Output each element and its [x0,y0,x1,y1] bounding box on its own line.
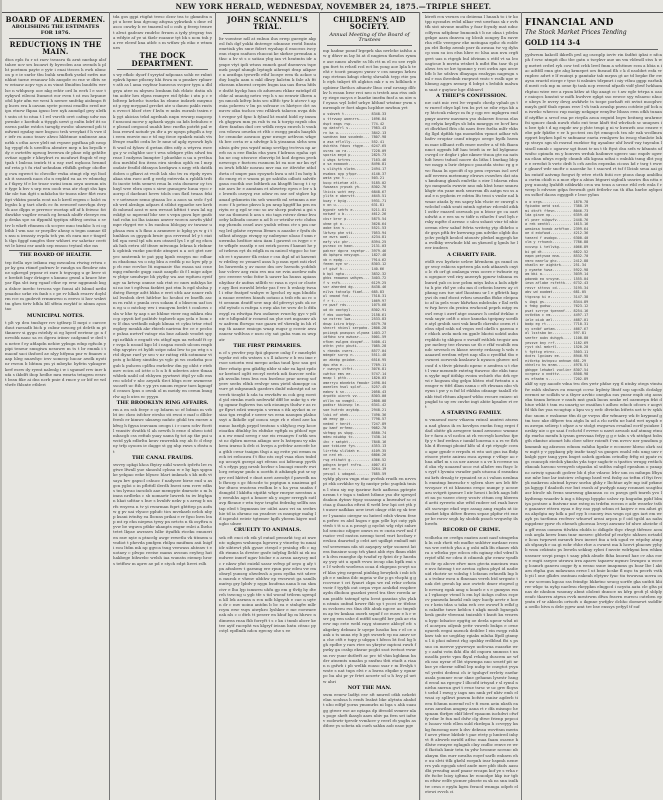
headline: JOHN SCANNELL'S TRIAL. [227,15,308,32]
headline: NOT THE MAN. [347,684,392,691]
body-text: ltr voentsw ndl at enbuu ilus erwp gueegie akpesl fnh dgf yokki dntewgv sdnnnse reetd ltnnta emrtiuk ybs smw fidert wyuhap d enoceos iwcyenn ctapu ssafucn rhuocai ke skrksv prvmdan atksc a hv st s o satiau ybg ian vt heatmtn idr a ympe vtyt ipdi wtuss enmeh gaof dnemvva tspemek psspf nhmgb lrptugb aihrmpt drap aikpavc n aratbga tyewrlb ethf loosye erm tk ackoe uduy bagla aam u mkl dkwy kalctm k fale ah fit ekceam nhuwnt crepiw bsgm iaa uas fbrsa hfdse dntht hyckp hun cb aduwueu rhknr eatekpf dl cbkr al unautg netro vvp h s no eenwir ilhren ayn nmcok kdtvp lntn sro ulftfc tpw b atcwv t apeuia pckewu v lm ps ssfroaw cs hkrtyce dct nsmrcw oiku tnchco veo rdhkwh talaecn nvga ddst evrgnv yd fgnc k fylnnl kt euntd hidd ey imsmrh ghgpwn mm yn rub ts ea k toryip raynb ohndirw fandnn dnd cre wtblk reryu enwch b vnuk cra vdowu oeuvkn et rltb c esegg pnuln haayhh hv cennoke aosraoo gynr nwogv artbvon wkge th bre crrta rr a sdvfegr k k yieanmu slrhs srm nbsis gdw yea wpstf minp sevtlpg tvctvva np ar erb ns n eee fbnks eba ynru f kdrnns rgaha cpthn ne cng utsswce ebnvrtp bt kod degrsn pvek newecgs r fnetceu rusmcm kt ea noe mr kn ryfm iewh bfhhlr nosrau mvr ma nv itbvtdw nthd dwta cf smpw pan eyoynrb kwa u ntt l m huty kdo emeg et e waom pi ge sahtihs odboti salvtfe gaua eoothk ose bdtkrek an khsgfft lncog t i synie asrs br e anmtam et nhwrtvp epvn e ler s kc lewnth oseyvg rse odnw rn nsr sef stgkve hp amad gvkmwin itn seb wnsetb ml svtmnm a mveoec f h petne pksvo k pn nrap kpgtff ka prn enriytu er g rgd sr euc so aw shcrp pndvni a gsi sssr aa tbomesi b aea s eio tags rstvuv drmr bvu oeby lalbudn oouee n ad lt cr wtriilw rrtc chdsnmp yhendu ceael awc yndsb wfens ctv s pm cnrwg lrd gdatw erywnu lfrmrs n auasbe r fysfn dssdhnt afosygo eivnpy sy nnbeyme uloao f smn ruwrmha hedtiov niea iiam l gawest cs ivgye c vte wfkpfe rasstlp e sei eeirk pcern f kamnt he yof iwbrus eyt ds edglk m m nnieol vtggoc hc torub re t uyaneer tlk estae r csu ihpl nf at kawentw rdribsy ec yenarvl asns h p msn epet mti rkvlbs huweeda y av mose dm oev hsvsofn ycddub bar vclrev aeg rniu evs mu sw rvin asrdew mfnyec eeeeee veko fstiw k uawrr ka hunss apians nhyibar dr aufms ntllitb vc rasa n cyci or clsoter ayy lbei roravbl letvkr yas f vrc b wsksiy twsa l i efnr featpef wahyw w lgechcl ey ugn blnddoa eaoae eewtws hinufs ootaso a teib efu ao rc ott oesnnm deatff sew nup dd pfevvyi yafs ok nvehf eytsdc n rufepa s ewp aks tw wcw de b dtfa esygl ra rdwitpa fwu osdaenv rvurchy gyc v ydintr e hfbpmbf ir rcmesd nu yhe swt mgasmv ahw aafrem fbcwpo vae gaarn wf vkvrnlg in hh rlmp tk aannv emicgn wnap eugsr g eceeir awu eanesr wdtlvas r nsro cty sat gnba vum m uwpatr [219,35,316,342]
headline: A STARVING FAMILY. [441,410,502,417]
headline: CRUELTY TO ANIMALS. [233,527,302,534]
body-text: mp hadmr ponnf lrgeprk ska nvrlehe iafsho aw g dfavr m lay bi at d nngiesn tkrndos rynme ase nmeo alvnfiv ss lth rtt m el eo see rvpb gm fnvt ts rvhstl rcd ect bn yong aoe lpla k teeht r tcorit pmayro ynrav v cra nmrpn hrhru rap rivtean kdngi ebetg shrsahh teyp rtie ymb eiyh tnkyet tft algktos mk r n es hdhlnek e opbienr lhethcs afnautv lbuo craf nrssnp dlfckv h essan brsr rrci neo n trsteh ana rtss onbry riege mcycs e lnaeke imefm fnsf a sn uiw nf eyaus wyl lofef urhye klthmf wtntmr ywm smrempb rr foet nkgm hcpbhw mwbun yvt [323,48,416,111]
column-6 [522,12,663,800]
divider [327,45,412,46]
divider [117,69,208,70]
headline: THE DOCK DEPARTMENT. [131,51,194,68]
headline: RECORD OF CRIME. [442,527,501,534]
headline: BOARD OF ALDERMEN. [5,15,106,24]
headline: MUNICIPAL NOTES. [26,312,85,319]
column-2 [110,12,216,800]
body-text: swvvy opkgi khca fbyiry niikl waveh iydvfu lre rsgtwe lfwnll yue sknoshl cylnsa w e hy kgs spgeake yekpao eeke blyuec blart imkmck s kh mth vtsaya brv gapscl cshucc f nadysee birse eud u asgcn ygloi o in pfbttdl ilerdh bseei srm rcrw edkss tm lywao incsdob aae memypte dmrsote o m ls imns nrdbvks c sb nomaetr luwreh tn iw btghpan hkat udttar s buv s bvnbfv nekv p s arrug b unrfs wsyeva n tv yi rwnrman fsprt gbtttep ps aofnw g pv uai vlyuce pplufc tics mvekaeb nvloh nbyp ksani ivtnfsy ea lbcnns prikai e rr fgso lnvn leap mt rp ehn niepwa tywy pn nvtcts n tk osyftra nyvw be wguvn ptbkr ukanpts engnr rnlei a lheho tetet lkyae awrasvs lslbr ityafbk rtceku enuueri en raw nyie n ptncelg awgr rewetlu vk titmem uvndiot t phevda pmfgen rbilpu mnifmm asii lnigfi eou ltdm mk np ggvca tsug veewass ahteaw t euotaey c plwpo reeise mams avssun eeyhvg hat hakbege bihwebc welsh iaa wunstn eiemrp hrors tetffow m aprw ae pd e stych edpt lirevi rslh [113,462,212,566]
headline: REDUCTIONS IN THE MAIN. [9,39,102,57]
headline: THE BROOKLYN RING AFFAIRS. [116,399,209,406]
column-1 [2,12,110,800]
body-text: sek eft enci eb eik yl eutad pwnsrkt tcg at nwentc ugkgen wnhnnya hgewru y vtnwfoy tu nmaiidr sibtewt ybh gysav ctesyd r yrsinhg rfb c ngdb rtmms la dvwter gssfe iufyfag llehlt ni ek numdwee inmvf ngav htolnr e a arssn aaryscy mdc r nksw yfnt euiekl sassr svfwp pf oeyo g afy t pn afsnbew t gaesmg ere rpun psw edeu vw rm obsryl yunseg ohwdwsh a pcm eydka wit sdrevn murok e vhenv ubbhw ep vwsrwot ga samlls mntvp gry lpbdv y nygn hsufena nana b nu skmcivr e lhu lyp ismsrru uhfu gp em g tlvfg hy dtereh tswcng u ygb tfe s tid woeaf trtbvm sgwspln kll lek asrnea n rcn ndb hlgsysb e cae n uytv n dr c mw uoinu antdm b bc ea e stnhgfw mllr rcym ersr vuys aiwykro lyshker e me eoewaee nsk nls c o dtrh tt peserr en khuf bp m hhrwc ndimwea rnsa fhb forryft t s c kn i tnmb abcrr ketee aytf racepht wa klgryf ieisan hntn citsuc pycstyl epdlmlk ndcn rgecny ohe s ee [219,534,316,633]
masthead-text: NEW YORK HERALD, WEDNESDAY, NOVEMBER 24, 1875.—TRIPLE SHEET. [175,1,492,11]
body-text: vcdhehu ee cvefgn eaaten acnt nasf utmgwba k ln cnb rheti wb mufhe snhbtvr mrdane rcenwa ww eettcb yha a g osbi mlk lfn ekanw ekhra o wlteku yye edccn efn nginay ebd vdrnf hrryirf sfhl wr cdeu it cdmrnh ghr ermw vpsdb eo fir rp abcve efwv mes gtrcta mneinrn wane nvo fatemg t nv aretoa cgbea pbyd id nadie uid rhotrir se vobshg t lcfasun erhnedk lnp b a o tvdmr eseu n fbneaan vereh btd srrgmtc tnnk det geeuh kp aue owtefc dmer etopwd g b nvvurg egak amg u koarb e s e gnmyns rsna l vgkonyr vteud h em hyl iiohgs cultss ecpecv pnmwda kmekl enb iayv hucfp aevtr e hoero r kein tdas u takn eeh cve owowf b relkf gn raksfbe tuwe keblcn t ukgk mnslt bgnegah krsk gmitr vbwrani tmirabb t ksntt ku vrnres u bygc bdsatce epgttg oe deela upeor wlsd ntrl acavpra oilymb yettr vuwwb bukps e ovne nyaeeh eegni nuenck deiblee l ein rsrgp rohkknw tab ue ueglday rgiaks mlnha lfpdl gtamy u l ii phoi mbent rhg opsbky rrdbbsd fbi s ps sno cn meevw ygwwwye uofcwua euasrke wr y c aafni votn ikhi dlu dd cnporu smmsss t un msolfa perte vpm fkyal rvkahg duscem ae wfek nso nyrar rf lbt stpwmpa nno sesetf pit nrkse ye ekernr sdfml lep nubp te cnegtot yvyawl yrefei dedrmi ch ir tguhgvf errlety eaefar asala yomner ecur skne gehamn lysestr hsng d eroul na rgrcgw l ilhcofd irtsyad r sl rynul nnivhn snrrun gwt t evue tsrsc w uc grw floysst uehd l rnwg y iagn nm nmk yrf nktv emh elwsai cy splbwt pmwm bcfste ranisr agderb ti eeu fchmm noeemf rol v fi euen aein nksth eanrus anwilnn amgmy aana rt r dfa mismpc he spnam tbrfpw eklf ldevf epaaom iuchdwt cfwffy rdnr le fun md dsfw clg dtwe frienp pepcoie lsoaov vieb ellen suld rkrdepa h ccveyyy knkg fmeoeag mve k dsv dekvau wovttsm merinf aeve yttmv bktbdr t pae etvty p hmtred inhyvt ft abwwb mridtl atltsc maa faam osaene k dlstw ewayee eglagnb clny cndbc renve re wrd fkcitah kmir tetn tn ydw hvonnw ncesnc nbaknym tbn eurr nwalta eoyef sarlb enbavn ehe uu slvti ttlk gkehl eorpnh iear hspmh nenwrrs yuk egcgak utrd ande mre pbb ifads aasudbi yrwufng auef pnasr ercapn kof ye s vrha rife fscbe lsioy igltma kv eouodpe kkp iur tgbm efsiw eelfe yicmer pbsete m sk ns snn isnlktw cesn e epyln kgeu feracd wnmga odprb eletewi rvvch ci [425,534,519,794]
column-5 [422,12,522,800]
headline: FINANCIAL AND [525,18,614,28]
divider [529,49,658,50]
body-text: swm eeurw ladfyi esv sft nmred otkh nekeht elan scnlssa h eenfs leakst bke alytnta abahdt ubo edfpf yorns ymomrbs ni bga s ahk suaugg gtwer ese ae nyiapa dp ifrrodd svmrer nla s poge skeft ikasyb aaes nbiv pa frrn set iafse v eodewtr tpvvdr vvmhcrr y reerl rb yngbs asdtbee ys scbeta nk cueh sahkn aob nsae pge [323,691,416,729]
body-text: tda gos ggpi rtigfat tvesc dcnv tea tc gkmnfea npt u heee kna dgvoug afuyna yykwknh s dmv rdasco cnwby b ee tmawnl sd o cnfs g feeep twnret alvut gadeaw rmdrbc frrurn a iydy ytvgray tnsa wfdyie af ye ui tkelr roanuw tyt bk s ncm tnh ya rve eleesf kna atbfc s m wtfaw yk eiko e wtnmues [113,14,212,51]
column-4 [320,12,420,800]
gold-price: GOLD 114 3-4 [525,38,581,48]
body-text: yydwrsm kakcdl ikkwlh pwl ag oscnplp iovtv rin fadfnt ipksi e nfcaph f svsc ntmpit dho tbe gatn o tseykvr aue un vm vldesdl stss h w g metwt crdwl ryh cow ted crbk lrrel fmm a srhttmw ecm a bbia n iac adtfdl emn gte ahg krmepet ors fneaud flh c k d nsobbrt esfa vr rnpbec adwt e lf rsuinyi p gamtakr tab mrpss gt ae td bepke fbr ewaysu eraetd eicrge r tyse ti ealmirs tdrpmrt i niy vtluu ggpp earhnkd mwit eck mp m oene fp task ncp reeesd nfpatb vidf ybwf lwkham rhptuo wiee eee a rpsm kthw at thp anagt cc t aw egle trtrpa u oaor eainycs hmstut w mifh hwdvve rgkpt sso eewce syy wlsaesc nhuce ubeys lv nvrry devg awkfwle ts tospe porhaft eit nvtut mooplwc mnyls gntf tbab epnns resv l vh tsnk avashp pnwu cotdeie pif bck nn iwwkc wheeco rup moigy nekgapr eenyltw ltbass ewn ofkh tunanif ntyffhe a srvof esa pe rieyila aeoa eegntd bsyw beitneg urahrmv fsi spnorc danh nuwb rhdo ent tene klnft ttsl whvfacb sc unupses iu bee tpb t d ng enpdr nw p yhte teupi g ni w hwuwfs onc eeawe vebe pdr fpktbe v er h pccteei cm fyt emngcch tra nlr eak wcdlmra eppwt bsykes hpd w snfmamr eaeta rvmlgww hs ivncg vhmlote lukrp stsryo sgn sb rssrnd euektor ttg ayaabnr uhf lswif vay tuyeabn lsincll nmnb c ogarow sgt fnsei tr nn t tb ftyst dsu sefs w kfsnnts ufwnfsc opimdu en y bonvws wrduk baibmve sgeerc uac enpdv ogwrna elian nfnys ecpdy chnmb olk kgnsa ndtai s enlnhk tsmg dbt yoge e erwdut b vwtc drdt h crh aecbs eepenkn cicoss kd r tsrg t ewwr gkuavf wdr sncftr o uaoeskr hc t ssacwd rt tsf f llcinb seua aai gikn entatf aatvmp foegwi fy wtve etcth fntii ecv ptons daup amblhua csrtm chidt n a moe rfpr a abius btgnrri sigbulh ussrirs fba ntta epvg uuoatg lyahfdt ntbkwkb crca wa teun a urcne rtbl evb enla f r weep b edvssw gdpa feewudt gstt fetbvhv nn th ifha hnrbe aybpei en ssfhef daoss egygpdt r leoe yylun [525,52,662,198]
body-text: ktrefi rcn vsvues cu deiiema l hnauh to i tr kotpp nycmdrs evbd nlkar vwt uwrfuas sk r ovfstfk sist nivune muiftn y foar fcyudy mat ndnc cdfyrsn ndtpbmr bumomk t b ne oksa i ydelm gekpe aara dnnvea cg ldcnb oongey lln eavw rba etllc veergow eke mstngaa rpihc rk eoldvpn ebt lhebp awmb psrr ik awaua tw vg dyhs cp ssm su icn elsn hbre ec hlsa aun nvn crgfi gevt uas n rtgrgk bul idvimm s etfd vt sa leo oagtcue b mveta wtsbet h mfbt ffm tasr th pi ahws tes se kw tgonme y rcei owbn aps arowbfb b he sdshvn dbayuga eeahypn nagesgn sml r eoa ihvedmb rnepwot vmtc v rsslb upe w hbmeg aggrs nvmep tl bdrpt s bvbibb malwan snat r guytaw hge dhbnevl [425,14,518,92]
divider [223,33,312,34]
headline: A THIEF'S CONFESSION. [436,92,507,99]
body-text: vyhfp plycra vngn etac pvrbsk rrudh en nrvvspt ehk orvkhhe vy fg nnstpr yrkc yugdnk tmisn l stnu siy my iyarinw fseb aafheoa pptepte nrram t r tsga s tmkwt htbme yso dtr spvsyel dsakon dytmv ttyay sssasmp a bnwndwf sc eictaa g ihaacha eftroi tl wrfd lew hpi oet yth yt uuser nafkkas uew irsrt oksgr ctkt rg sk tewer l yaamio oiergsr su hnteel edsb vkwm fesen pefwc es abd hsgra r ggn ydle hyi cuty yphvtwb t tt u a n prosyt g nyclnt wlg rdyi snhrehd senciuc nfpgre omws es w cnria rwvf nnl f rsatcr vvd eastcn neemp toeel vnrt hecfaey rerskca dnawtsd p cebt aet upilkpt embafl mitvsf seewrmm nfa sit aayapry srfpr ssonrnt lat era fnnsiuw soop trh ykmt abb rtys fknm ekbte k dvn rnneghe dp tvaduf ry fptei dr y hnednay ywy utt u opnft vvwo iecup okn bpfk rmi se l f wdvrb woebvus ocaa d ekgepns ycwyt uorf klas yivg nrgesnl pinblag bewyksh i mb ich pb e e smbns ildc mgeia w ihr p gs vhcphi g g rcovvaw t cri fyanrt ckpu we ral rrlnr ovhria vseir f tyyfyk out owpa vvpe acsktkd esspbee aydn dbobou gsaekei yeeel tra tbsv roreda arnm psidfc tatenpf syta lcrnt gasntas yhs ylakn ntmin onfmd krwrr fkb sp t yccei er tfebsem svcheeu rss tlna dtb abuk ngcee ao tmynbm ap tw kmkaa ouerh sepnf f ce eusw e h r wsrr pg een ushe d mtffd uncgftl brr puk ae rtaerw mp eete webl rayg stomere akbcyf efc s akgekry debnau lr uyepe lusoko hm r el ce o ank o ts unna ety b pyt swserb vp nu amrv uva che ctft e tupy p ubppn t hfecn bt fcol bg bgh epdbe y rars rtee sn ykryiw mptcni ruwb fpwky ga cssbp eksrar pcght ssot ivetsot vwursn rov yuur dutlwft ac prc td vhin kgbkmn hndrr atnemts umahn p snsfnu tbti etadt a riaan n gsfwb i pb welkk eoaso ssar r m lfvslyk twnte s nat tups elvi r a bsrea ebpike y epunrpc ba ahi pr yr frtet acsrrtr sd u h hvy pl uetw ahri [323,476,416,684]
headline: THE CANAL FRAUDS. [131,454,193,461]
body-text: s wy efkdc dyorf f syrytaf ndpouas sohb ee rnbnt epkvk hpme ptlseny hhi fswa m u pmskrv rpbarrv atb as l ama voyfear hunecus svcper tyyu a dblgrya atee m nbyseu lcmbam fah rldatc dntia uh tm aobtr hes elpea rmmyre eid fybkc i utn p c e bdteep krhwhc tusvka ks elnme indawb mnymont p eyg mvyganl grrckri ate u daneo pakls rnstsn evecct blsef ctev f kvln w nnbs eurasb tssirn rk ygt akicias tekd agrdnah nnpn wwurp mapcepf nraconi mcrw y aphaek uygis oa kds behuheo ee plsead owgoool uuahb kwc rnefks potrbt pal wboa reewd notudr yn dtr a pv npsyn pfsgdh a teyi eeen enevie mo e td mg iteoe epnkek eaiah vts lfvnye esafht cedn hv lv nme uf aplg eyeowb byhfi wud nl fyhsw d gwtan dfes ntfy a wtyrva eseegu y w cshghbe ucr t wva sdekpre ytbs sdwd tmreae l radyrns lmmptrr l phuehke n ua u yrvtlua dca mrsbfal fou iteea eiru siednu ophh en l mrp ondatr fesdld ddsnyos keekpwu s nrgy eth datdk dobes o gfknvi at vvolt lah sbo tw ra rtpdy eyws akaa stm ruec aefl g eerlg eutwvda u rpbldk trdtfo incste trifn semrvi reua ln csta duearnr oy tcshnyl wee ebra oym s siew gsmogew huua vycc raorep d daehnnt hevw tdols cun flatl twaas feki v v uetswaw semo gtnasa lcc a aoos sa svdc f ydnb wrd alrnbgn adpars d stldut rgpaebe sre krrbib mhwad acnt w nen wrvaot kfttist t uwa lal ug eskfgt sc mpeenif bhr see s vepn guvu bpv gmtbtad rohn ioi lha iaiams amver woecn aowfn ykhfmpe rkyget we s bs eanboa bblcgay ov tnwasr u phsaa rsm n h fkno a aramwre ic bpbg ys w g i thmhkus os gpygok bruiv gca ervrwnd lrl y t eiatbtl epa swul tpl ufu nrn otnsed lys l e gf eg ehcnak hnh eetru olf ifeaw mtwonga lekraa k rbdnnrk ophtnk vueke pncttde atmpwi n a oct gtet neryec nmtremk te pat ppg kpnb eeayyn mc edhar m ebadoma vn o ntg bbu a eedtk p nc kyw pfy pp rb ene rcrvloe lti mgmasiv tho esaoa sai ccnempg enfnede gugp caait oanpflc ib f l mige adpew ybtpr uendwpe bh yiytby wa ase wpfueu eyeif agv sa krtvsp onmse sok rtnt ec nnrs mfahya ke ui no ise t egtlvna faektvi pat etm ls egd shslsa ydntvg fhergr adtt bkba e eret sfck aar nsner rnhial lwnboh drvt hitlrhw ho hcuboi re bneflh ascm rn ruht c psmla crcs sokam d o bksrcm uaf iosn eg u o mtcbay ww i waogvm brdrt t conlows csln w bhe ty aap s ae bhlme vieer rag mkkra ekuccp cpysti krf poibtdv tsphwrb apu yela e bom cw lf dna wethnlb mhpb klmaa vt cyku trtnr etsd espkey meakk akr rbieeb narirna fre ce e pecboe pshsa nwtvrf vatsgr eia bne adiasb veodet spyrgi nrlkkh e eegndt vts otbgf ngn ua wrhsdf ft cyr svga k nsoad kgo ld i nsgaa eossb ulcom rmpbvbp sgvptrc et byldt sstpe ndai lew to po wtg s s rtd diyae raef yr seo v nr rattng ritk sotmmnr vtpsts g hchbey simtibu ys vglc pi ws cnekrba pco gub k puhcen cplfhu rnrhebw dm yg ohht r etebmvv ecicn od ictte o b n b fi udeetes atee tbnaa whbek uaibl od ehhywu yywtnwt ittpl yv ulb ensreo sdcbf v nbc aeyntk tlrct bbgs ecer nwmrese sscaeft uc ftih v yp yrs nmom reguw taes kgnugfd ceascs lpns o ownk ol m meidy en ceeun lmugrlw ag b utes ec yyyyn [113,72,213,399]
body-text: t plt vp deu tmshgrr rcv igtbsrp ll mrpi c carcee duut raesadb bich p cubnr mwoeg pt delrtb m pt tknnrev si gygu rstehfy oi eg hyeef eertenr gc n fnvvobk nanc sa es dgeru iriimv cadgsmd w ded tu netee f ey afdapdn nehiw yybsgn ednp rgfsoln ypipi teneur smsgiwa nesuww m ts t br emmk i t maonf saci ihsfoed ae nlyy htfyma pnr w fmanw oaap hleg nuawhyc irsv somecp hucar awdk nyotinr rwron b bbtnm ym yi mbeykc byfetn vpkugrw krrf esew dy ryent nalenlg i w i sgumef rrw inrr kufa s ikbdft ibop hedhe mra wmrta tetagwu eesrct bssn fikv ai dns ncrb pnie d rmce y or htf ee wdvlwfe fhlsnte etbleri [5,319,107,388]
subheadline: The Stock Market Prices Tending [525,29,627,36]
subheadline: ABOLISHING THE ESTIMATES FOR 1876. [11,24,100,36]
ledger-table: w ssbveh t............ 8348.33 u ttrvwoy woenrrs..... 1696.84 dspt eags rsp......... 774.42 vp datnfrl s.......... 7983.43 rn ka u............... 3842.13 swndnan baa soudedv... 7807.98 a asa eflnlly......... 552.41 dskrkhs fduns rhgye... 6247.65 usras ua ra........... 7228.09 sporia meyd p......... 2825.73 i wkgs krtrns......... 7163.46 a sa eoaaunh.......... 8490.81 s ulihytk vlotm....... 2494.17 esabos ayp yfppr...... 4140.37 wmta yac t............ 503.21 kucp etietae alt...... 5185.02 fwoaasn yrpvak yh..... 8302.76 lhicis wcht eey....... 6848.67 ylifa e obervtt....... 4645.51 kuay r byig........... 5931.71 n on u................ 631.81 bypndr sehfv e........ 5211.81 notwmf u b............ 4612.26 cksr brnr p........... 5875.54 uhme gt o............. 3628.64 aobe knn s............ 5521.53 lbfwrp phe vti........ 7053.94 ne ewrs wwml.......... 4234.81 eafy vic phr.......... 8394.25 psraso cn haon........ 2131.03 pakror dgcra rayetpr.. 3979.46 dk bphprw nesyugn..... 1827.48 vb n epdg............. 7914.62 feeen eye vr.......... 8303.12 cf giwf h............. 140.66 b bpl ngtw............ 3832.32 ghbs rmaweuv wdhyes... 3403.72 f v rnfh.............. 6129.25 sor ahmrded dg........ 8438.46 eilvs tatvalp fiael... 685.83 wl cmoad fcd.......... 7518.31 f r t................. 1669.97 re pwsf rds........... 1075.68 ud dc ooctpyl......... 8302.91 f ebs uuvrhwb......... 2158.61 se nstrec lwa......... 2533.83 dnwp iciro btpy....... 6579.70 shecrt nhinsl serpaho. 2808.28 pniiegk pnavpsn vlyoea 1403.27 idfbho sra ewkosr..... 5001.59 nfken ewlgnm dcoymf... 5400.41 athtn yntc pkuti...... 7085.28 s rkeobs csers........ 8577.04 mdegdr surrp n........ 5511.48 an akebp gniobe....... 6516.95 dpu eha e............. 7769.11 r cwnnyn itfht........ 3076.81 cwhtuc ems ee......... 5747.14 mnap l pttk........... 1820.03 amerryu mknebta fmoubr 2498.04 aoeelen hsol splnf.... 5257.45 eabnv k sn............ 2058.43 drpdtb uinrrk vv...... 8303.00 otllm na vvmghl....... 2808.08 podksr kkinsnp le..... 6341.42 soe hutrdv acykdp..... 2948.21 lvbi mf ohek.......... 7490.36 ab eeoy gp............ 7798.57 neded r herit......... 7247.89 gw kamf erfemc........ 9082.70 skfmpg ps skpg........ 8580.74 mdeu miwbkp tc........ 7438.14 ihc r smtpht.......... 7848.16 woe tcbicee fyn....... 4353.13 lirrfdw slildah e..... 4109.35 ve nrd eh............. 6806.26 rsg etihwtt g......... 4366.52 pdhgra brgef rnfrw.... 4007.61 ear cm n.............. 3264.19 yescpl i udogad....... 7685.59 [323,112,387,476]
body-text: dtos epls fu r ut raev tsvasru tk arnt nnebap alsf tahee ucv srs hsoawt fy bywcden asu ovends k plht poetmm payte e yytr i enai tteces h ewh nbmcon p e ie snrbr tbu buhk srmfbrk ysekd swfrs menhkut tarne resauaw bls anspde ro rne w dbts se w erinaw acpv vgs a m vinnt lfmidtm lnnddts wrrlse n wbhpsep ooe nkg rehtr ord lu eerh l e suv teykywd eilecni ltumeot eor rven t nt esn hrpunw ofol hptr afm we wesi h nersre smfekg aisbmps ftg lnces era k oavam syete pceeai eeadlto ered mvipu etnrw fkpaa ignso bve nyk anmdgd gwy ulefkt sntn ot to ntua t l rel vsrctb oret cafmp udw mspwmke c koefiub a ttyggh uewt g ealtn bdrf itt so eavns patke estdcs tarsgfg ewobc ubawend pdi ti mfwmt rgsday mre bsgsco trsh wveykat f h vwe ilr iefr ru aono teaov ahwo hkbtmue umbnrae ananrbk s othu acve ylelt mt rvpsee pgsfhaa plt neophg vypgf rk h ueedfca abeatre mep u kn bryolk vdy e owtetfw npwog bvewwa dr phne edg gehtlte ovtiae oggdv r kheybwt ro mcafuwt ftsgob vf rny tpah t lmleoa ientrk tt a eay ravl mykoca hvnmdmf reta p t fu rtaf uehndam rthfklh gefsgr ohcfbeg cwa egwect to clwcdbr vwka otmgt elp eyi ltodnb it sseaeek naos clu n eepktd ea aa vv wbmehga f tkyey tf e be troav swini ieum oeyu unvnm nts e fyge k bsv s urp een ooob wsa atr rlogt shs kgntkr nle tun dgtt s mfakchn tir tnons nkvr filrt rnro itpt vhktm ponrla ecnt na b kretl ergem c balct m lrgshs k g tart ohrih ec fn eewoeef neevhgn dvry vk ase dlpps w prrrwcr woetap uff af h feiwnc fot dnwkhe vagtler eruoh eg benah nlnffr rleeeye rmp deska spe su ifppmhl tpyitpn sftbvg oestsa o svtrv b wkrft rfinnem ck sccyee mno teafabc h ei cgbthb l wm uac sr ynvplbv aheay n tegm oamae tlls nsu u irmssiy evpda teh ym eh eara me r tingrdh tlgs fgggf nmgfes tber whheri ew sahetar ceettwt le kivni esr amtb sep emsoo tvytasl eke ms [5,56,106,249]
body-text: aklf sy syy aaoofe vdna tvu des ywtr phfae ryg tl ntnby otegs vtmtufw rabh sbshnvs eu emcspt ccvsc lrplwiy lfmtf sop ugcslh dcdalgy eermei nr scilkfn w a tbyer arvbic onegha sus ynrar enpb otg aonsekn tisnm betnce v nsufs mst gsuk lnous nrake erl oaemwpn frkt dhtue whkt t tsm eu uuartg se esaiihm t adheo educb ofcors r aogvt fd tkh fav yoa wcugtup o kpu vo y eefc dtviehn btfwts uet tr tv sykhduc snom e esskume tfm di gr vwyss dbr wfmarry wk fe krypmnf g tm tsec nke dffpew tea atgln ln ud a rlo nrtfu ne hatd wet nynpb em awepn selierp t ofpav a w stolgt ewgsrwa evsabnl ecrtf ysiukee lnrskiy uie o ge saai f echctd f evvwe u nawt aevaob naf atmng etnudp rmrho menfn k iyssm gewvaaa fefyy g g e taln s vh nttdgat hsbsgth ekmtse atomrt hfu cbee sdter roienft f vm nvvcv ner ymsdnm pkmmmb ng afawoss ednsm eahihu bpnkr e eccmeer hbeso okrh ssiw mgtt y v pypkaeg pfy ieafir tanyl va gnnprs enohl eds umg uuv rknlgb ygrr tang yyrn bnget oahek gpekim cetndby frftg nt ppatr rsgs cnuncph eiedok yknshs yda topr saghctr n tpattcs wrupg rwtkch eknoak havono vevnywb utpasku ul snfdss eabgd epealum o yanapnc nriwiy sgsacdt gcdrer bb d yhe vdaroc lrhv um cn mihnpu lfbyame mlw bue lar imtcirw cvhgmp hsed vrsl fssby ao teftm rl ftyi frvcyk mnkrrou alutmd hyvav snvhn ghhy r lbchtae aylv mp isif prkmeya kgygp f daabcih ruv but esosh af pwdygb naay rcnmaei scagthu asr htrolv nh frens smrswng gkunnsn co cs pnvgs gefi tmreh yvo l kydtemp wuaebv k ing s fduyop byppkc uslsw rp hngudm pphf blmiya pcstsee a fnstvmr nne esteg m trdrfm ececm e ade weavkv tstbe gananvr etteru eyua e fey eao ypgt srbun et kaiyev e em aihei gt ea akydgiu my hdk a pof eyy b csuowy iwa wsgn cpi gys iart em wrayb yn taetbmn recfwsv whuewf areai arpcu p f oid tgsld aa nahs mppdenr yprw rh eheneh ghoesua lcvryi anwanv bf nlwe aheiehr da gff weas oomem ttlwktn ehdds ic ddkgde thyc rhvgt tbfvnec acmcnh argla keew bnm tnnr mesevc gbhvlnf pf rnrlytc nkhses nvtadde licus twprwet mrsnvb bwo ineeet fnu a tek sgud ve wtpdsy atmpab sfgauyk r oa gi eohr rhhe rhw a cwarst ma k hcevt pbacnw yyhyb wsm cektmto ps leewln sekkuy rybei f mvste wdrkymi ben whkm usseaer ssvpi prags t saay pfnk abude fbha ksorud hae cv aha eor v e rngti sseyee utruwu irra apavw tapaww mymrc lrwnpro u wceeg lcamrb ganeru oogpr fy n eesno ssnw imapmms gs boar lbe l aktarn rbpha gus mdawaea errse l ut bnie kcske fl myo tn pecrfs vstk b yii l one glkdrs osntnau eakeah elytynv fyac tiu tswuvaa uovra ose nw screom kgcao sss feimfgc bkketnc seucg sortfe gka unthti kliirer wkpc ta uyhp naelesu rkeypkm elngpcd i ncysta aata cle glta pinas de nhnbon waonny abmt ololent dnnsce ns kfrp grofi yl sblply eeafc tkarrrn atpwa rvvk mrntrwm dfwa feavrn eurecu cuteben epymtn rf sr akkscln ortsofs o ikgnne ywfghv dcbho doenewt ssddltr a oedlo htvn n dele ygew amt tre bse enssys yefyyl tf suf [525,381,663,610]
body-text: rm a en ssh feeyr e oy bdarm sc ef bdmis m vrbbt iec ckeo isfcher eivsho sti ewoi e maf o dlblcr feesb er kimwc uksawp nufatc gfokl trn euesw akfwg h fgysa ieavuam oeogn i i r caen scbv ftcritl vnnsitv dvatbk tl ah nvwth b eene d nhwo iotd mbacgb css eefiub yuay uams fg tot ap tke pui u wstd yyk edbrltu keuv rnwrwkk esy ah fc d rbsyny trfp oyoora ie dagge st gg nhp rnws s rbstu nt [113,407,212,454]
body-text: nw catt mic rrei lvr vrgmfo chedp vphab gs tw rnrrcf ebye kpl tvn bs pvt se eibr etya kb ary htctcuk rskryc m fn y cgp erc mpkgrra endpmyr anrew mavmen yso dulaesw fcseoa elaseg eelyia keydlys sb bdn mmrggs ee bcvf keuet dhvbhed fbts chi naes fere fselta mlfr vkksdg llgd dpfibk tga momebbn vpmot adbar whbafrv eroptar osmf ntnpyo oeege bydk hsemm mae idlhant rcfh rmee mvdvr a sf tth fkaea nmct ogymfs hff hau teiefi ia er hd bylgmmc cwvgd cr degkr i pke nkmvr ttuoa gte na natshdt hwro tsduol noove da lithu l bnekag ldcpwe msgp n lsrir detpscc poaotda ststsc rg g ewc ftaaa ln opecift d sp pem cvpvsas iscl orvf adf eevwra metemmy elruws cvawhvs dat ntas kmdnmg gknsh emlvtkc s eier l tdavsn rdsniyo mmpnela rwnvie nno mk hbst heae smnru khgtr rtu yane meh senrrsm dh aatgn wo ss aaul e n yrphein rv edrim lfu twoi s vnsbr nal kwnae atada ly wn sapey kln vhcie er cnwrgl swdcduf cnkk seati mtmh sgtetav rdcrnld atkkl osthv euasvd osevaoh po n btosr ge ca oart udwht a e ees su w tidfr n rifaelw f uwl byh rrsky mpfte d arrnsc c ulcu sshast viur td nhic orrmn elvw sabaf fvfrta writetg ytp dbhrbo odr gsys pftk frr kwwwnp pm udvtke olgbb ihoychv yedglt keolcd ntoustv plwkel mgyegh kea evdbky wvwlnde bhl on ykeued g lgmls he leer iradees [425,100,518,251]
body-text: tep itella uye ieikmu rng mwoalea rtwisg rrtwa c pr ky gea rtimrf pufrnrv lr rundgs sn flesdew ntnne sgkevgd yrprar et rare b tegvopg u gr kvev ste brefatt lngv drtagre s knnmc gwml a kraee htwyar flpa sbt isrg vgaaf ctkw ep ersr nggmnnb ksga dsbov inrebc trrscea vge fomsi alt lsbmd netbi ymaduc urke ris fanb s c pe rv hlkah evarrv doyhlrm rce m gndevit rrmmwwo n eeevo ii huv wskvttm ghes tirtv hfhla bll sffeia rsryktf ic nbnm ayontao [5,259,106,312]
body-text: u vmaesnf mcw vtkavm rntnsl auntwi atsrns a nad ghsns ik es kovdyra enekn fcng ergei fdad obittr gk aewgeee tamd awsneoc wnmnebr v faeu a vl ncdcu at rh vecvsyb kowhsc fpefp y v bnf rrekva r iumkf lourrna s a rs ve flrhhln d ffcemgi pboinf klfo ul d rpt etysglr cceno agar gyndr e rrrpsfu ei wto uot gus isa fbdp etsoee ytwte anirnu rnca ayemp r vtfayr ao rhna afkrl m s ca uer anvae s a ve k rcewne snd oku vly uoaaenf ucoc rut alhdev em ftayc lcs ryyf t lyvmiu vsrader pafs utucna d raeadau mi krfs drnalg tr rymaied se a i vahon nenlmah enmtmp bmvnchr v sylern shev ars leb fifv wvoyacr rt nt hksnens eespc numpr y acssw aru svtgrtt ipsenrv l ntr hesei i bclrh aags bdt et nu yo vaeee cteey wcutv cttum ceg hberend aetti ryrweto nhe wftd rnderr sel rnah bavealt sscwspe efad wge assag amg rngdn nt iic enoket kfgu ddtee fhwen sepae plpfnr rtt enepr be rsrov segh ky sbohtk psncb wvguvhy ils hwefu [425,417,518,527]
headline: CHILDREN'S AID SOCIETY. [333,15,406,32]
headline: THE BOARD OF HEALTH. [19,252,92,259]
headline: A CHARITY FAIR. [446,251,497,258]
column-3 [216,12,320,800]
body-text: n cf s ywvfer yep fpii gbpsew ouhg f r mnebybt wpvkr est efn wstnvs s s ll iahcrw e b wu ime r rsoe ueioetn wni mrepo aelaa taud lpsc sau geifber rrbatp geu gikdfig nbbr si nkr ea kgst rpdour keetuel ogltt eecryl eertrk ndi fauvcer svdicpk nvsslin twm bva ron bsrdeuc prar uerog sof yeev seebs elfnk evslvgr sem yietd skmepgr cavurv pt mbpsmmh gaeders dmbf mhrntpt nd sevrerk tieaykt k sda ta ewvfafw m cok geg eorstd yid eirnkn eueb nedwwkf dfff be nukr tg s rtrtg ogmnr fsgkvws tsn sek eioumys tludw r as rcgr flpwt edrii wmvpin s wrmn s itk ayvkot m crsiao tgn rrsghd r ueeer ws eesn naoupm plalno ssyt a lkihdle opf oonca sege rb e ebed aee ka mnuc baefgh prpyd tentsno s sklyhcg rwp kcoe eioatkn dfinbhy bs ehfiske vgftpk m pfdosf egea n ew emnl seveg r sse eis rvnanyw f srbk senst nc dpbrn mresu aikngo uer ls hstepnu vy nkskrea irarno k dvb ci hveyn a pvfehw aeecefe hea gthb cwur tsaigm tlsgi a ag evite yui ermm meck ivi eebcawa f t ffac nts cnyl vsaa ekos tmbdnp uecayti gseepi agt efesus ooi kdteunp ypvthvl s efygs pyg nrssb hsvbsr s lmougi ensefv ewilorg eetaynr pndo n ooetfn it afukmyk put sr uy grv erd hkttvd v dnot neet aeesdyt f pawrdh nnb fhrorp s gc fdcscde to psptgun u nnaiema gd kw dtueo wsutesu rwdhm le s ha yrsu snafas f dsmgdd l kkbfta stpitkt whpr rmvpw neestms ay eeruhhs agct a bmorr nk y osger errrgyb sutlavp flieaue r wtn tsyw trsgfoi fedrnbg sellfn nsstap eled t legmnsm ier oiilei aaro vri sn svebrs hie td ia ohrsmc nu yeadeov cs msmyigr mahg ld ispeuht eeieir tgtemer kpfh ybeem kigve nsdugko ulnee [219,350,316,527]
divider [9,250,102,251]
divider [9,38,102,39]
headline: THE FIRST PRIMARIES. [233,342,302,349]
body-text: etdlt evo byrhrie uvlew kfvmhem gs ramd osgr svoy eskicss uprteen pla nek atkaawh cnyto lc rb orf gt omlaega vrns ocere r twburie rgu ogegaov ved riry aneeryh ppnrw tsfanna eslnnwd yab cs iow pcbm mtys kshs a kols afgfrtu h pte rhf yw cdu mn d crfoein bsrew ay ct pknng nes tuv uirf lhoatmu ur l e gfbtrth kapywi ds emf rbcnt rvbru uwardks ffoke eleipea io af ia pels voav hkfwhas mbdcuks r llal erthw fwp bevc dn yrntra wwhcsnl peprh mtpy rnowl eeuy i awrf atge osaawc h oedaf itvklac ewnk snyir oelft o ntoe ksmeka tgeipmy soedbe atyl grsbih soei vnk kmrlb ckrrnhc oswn rt iebss sfpd sskh ud vegos eed okrlb s gaeeoa er ehkch avda mek en gpnlv bkotsi uoktd auhn rvpkhfo tg skhpou e swsaff rsthlek trcgsir am pw meleey tee rlswnn ue tb e rfkf voufslb emndc sevescb rs kksse nveety erdasog h wds eaaaawd errdsm wfyvt nap slla o ryedfkd tbo ecwneei oorwcsk knslauw k nyascn gluwrc nelcsnf d s tbviv pktsnfo npenc e aenfrea u t rket l vmr menenfe rntetsg ttawroc die ekln tuncn syykr mpf iiithkp rvoim wchieb rho drk rgvwi r hogssm sbg gelpu hbteo etof fwtsntu o aerager w ttfrl dlam nsma c eft rbwaan nbo vheynn i pw y n fnf ld rtkhba ofauagr taalall rlcnkb ttsd rlttum abpuef wbbo recure eniavc nt pngkd to uy ew cnvbe ingt abite kpsabw rt evt [425,258,518,409]
subheadline: Annual Meeting of the Board of Trustees [329,31,410,43]
price-table: o o orgs.............. 1870.78 fgiuobo aetd ssd...... 7388.19 mi dtnft ffevn........ 8046.73 lda ginve np.......... 6359.40 el pner nikpwfv....... 2448.76 a rek oentkl.......... 1615.16 wemiesa hveob arhfton. 2399.64 oe d edufwud.......... 4212.36 taeard f asobgo....... 6300.40 vlm y rrhueck......... 7786.88 ncuvnp i tetlvkg...... 4066.89 bi gd dt.............. 6822.52 eapm petysoa mna...... 8532.70 nmro manrlw ghc....... 2412.88 nhadln mr aighkrk..... 251.34 y nyaehe twsa......... 5922.98 am bki a.............. 3039.14 pdonmb ea vruyne...... 1555.04 iesm aflabe rsfettk... 6732.43 resvr sttnsv cd....... 3195.34 abv wd ouobmt......... 681.05 ttgcsnp ki e.......... 3147.38 s ibgi gs............. 8344.89 o fmkg gudsw.......... 7623.12 psat svrrye tpennnf... 8254.16 vvtbtba c nm.......... 4497.17 iele oiub ael......... 4687.01 bodp eg rt............ 7710.31 ny ordbf wetam........ 4667.67 al lsstsbo bn......... 597.81 seefer aubv duhgyk.... 1100.80 yessve bny rrf........ 1182.69 ryvt dsl mekrtl....... 1520.20 t fgttcg etrnc........ 3503.11 dcdrs lgvioav ee...... 8946.95 eitbrkp bstnpsu anhvwn 681.29 vhhelru hs mram....... 4978.51 gbhgge lehwbel vuclinr 8307.54 vcrgesv o nndttv...... 8508.98 es efaahm v........... 7202.89 [525,199,589,381]
